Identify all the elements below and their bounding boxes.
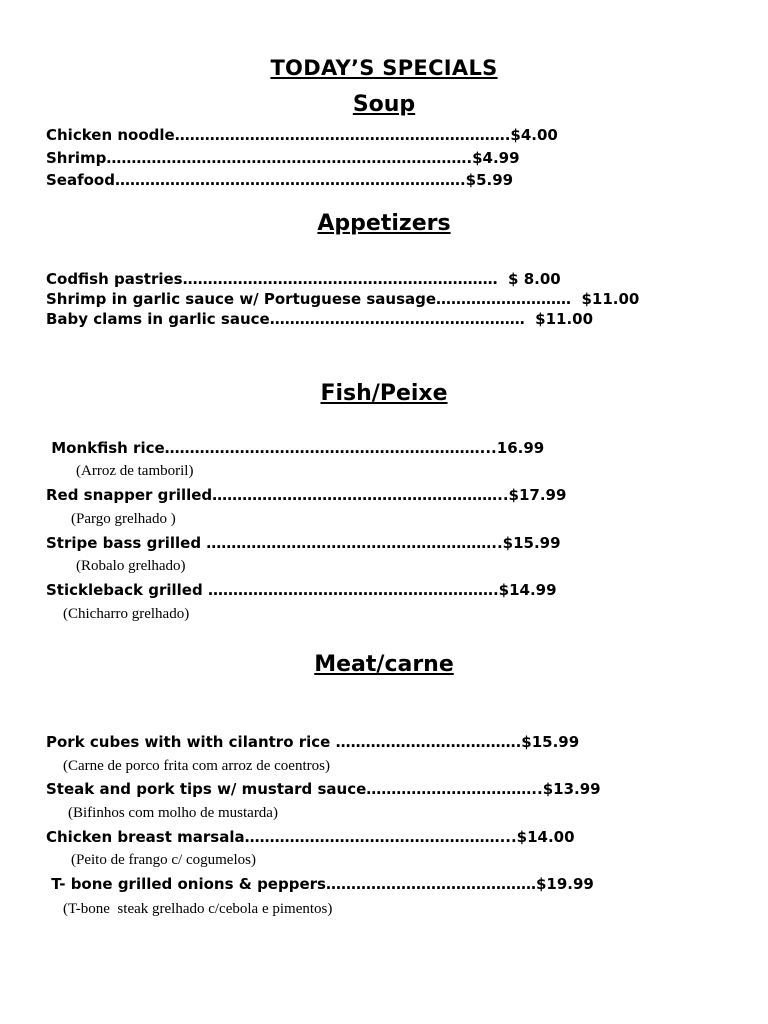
menu-item-fish: Stripe bass grilled …………………………………………………..$15.99 xyxy=(46,534,561,552)
menu-item-meat: T- bone grilled onions & peppers……………………………………$19.99 xyxy=(46,875,594,893)
menu-item-appetizer: Shrimp in garlic sauce w/ Portuguese sausage……………………… $11.00 xyxy=(46,290,640,308)
section-heading-appetizers-text: Appetizers xyxy=(317,211,451,236)
menu-item-translation: (Pargo grelhado ) xyxy=(71,511,176,527)
page-title-text: TODAY’S SPECIALS xyxy=(270,56,498,80)
menu-item-translation: (Peito de frango c/ cogumelos) xyxy=(71,852,256,868)
menu-item-soup: Seafood…………………………………………………………….$5.99 xyxy=(46,171,514,189)
menu-item-translation: (Arroz de tamboril) xyxy=(76,463,194,479)
section-heading-fish xyxy=(0,381,768,406)
page-title xyxy=(0,56,768,80)
section-heading-meat-text: Meat/carne xyxy=(314,652,454,677)
menu-item-soup: Chicken noodle………………………………………………………….$4.00 xyxy=(46,126,558,144)
section-heading-meat xyxy=(0,652,768,677)
menu-item-translation: (Chicharro grelhado) xyxy=(63,606,190,622)
menu-item-appetizer: Baby clams in garlic sauce…………………………………………… $11.00 xyxy=(46,310,594,328)
menu-item-fish: Red snapper grilled…………………………………………………..$17.99 xyxy=(46,486,567,504)
section-heading-soup xyxy=(0,92,768,117)
section-heading-appetizers xyxy=(0,211,768,236)
menu-item-meat: Pork cubes with with cilantro rice ……………………………….$15.99 xyxy=(46,733,580,751)
menu-item-soup: Shrimp……………………………………………………………….$4.99 xyxy=(46,149,520,167)
menu-item-translation: (Robalo grelhado) xyxy=(76,558,186,574)
menu-item-meat: Chicken breast marsala……………………………………………...$14.00 xyxy=(46,828,575,846)
menu-item-translation: (T-bone steak grelhado c/cebola e pimentos) xyxy=(63,901,333,917)
menu-item-translation: (Carne de porco frita com arroz de coentros) xyxy=(63,758,330,774)
menu-item-meat: Steak and pork tips w/ mustard sauce……………………………..$13.99 xyxy=(46,780,601,798)
menu-item-fish: Monkfish rice………………………………………………………...16.99 xyxy=(46,439,545,457)
section-heading-fish-text: Fish/Peixe xyxy=(320,381,448,406)
menu-item-appetizer: Codfish pastries……………………………………………………… $ 8.00 xyxy=(46,270,561,288)
menu-item-fish: Stickleback grilled ………………………………………………….$14.99 xyxy=(46,581,557,599)
section-heading-soup-text: Soup xyxy=(352,92,416,117)
menu-item-translation: (Bifinhos com molho de mustarda) xyxy=(68,805,278,821)
